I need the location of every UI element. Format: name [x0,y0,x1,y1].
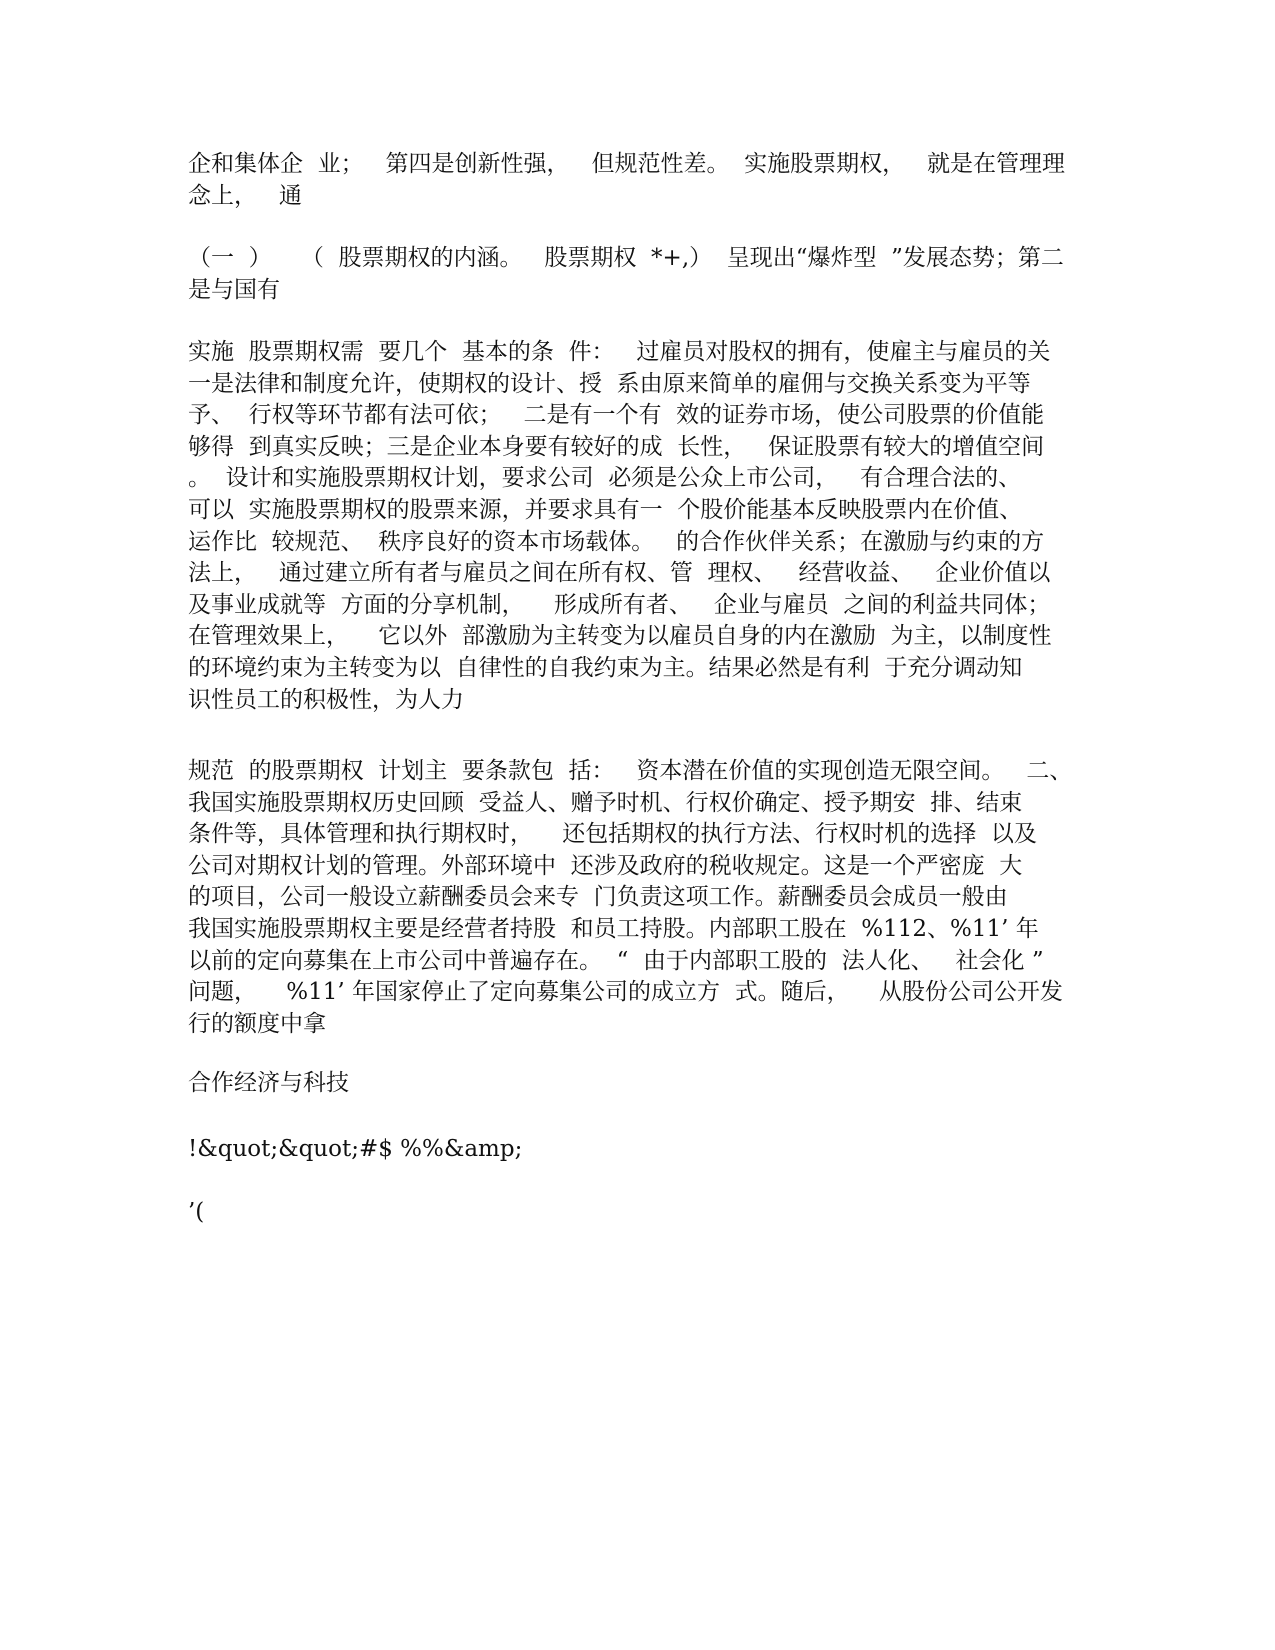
text-line: 可以 实施股票期权的股票来源，并要求具有一 个股价能基本反映股票内在价值、 [188,496,1023,523]
text-line: 在管理效果上， 它以外 部激励为主转变为以雇员自身的内在激励 为主，以制度性 [188,623,1052,650]
text-line: 法上， 通过建立所有者与雇员之间在所有权、管 理权、 经营收益、 企业价值以 [188,560,1051,587]
text-line: 一是法律和制度允许，使期权的设计、授 系由原来简单的雇佣与交换关系变为平等 [188,370,1031,397]
text-line: 我国实施股票期权主要是经营者持股 和员工持股。内部职工股在 %112、%11’ 年 [188,915,1039,942]
garbled-text-line [188,1134,1088,1166]
garbled-text-fragment [188,1197,1088,1229]
text-line: 够得 到真实反映；三是企业本身要有较好的成 长性， 保证股票有较大的增值空间 [188,433,1045,460]
journal-name [188,1068,1088,1100]
paragraph-2 [188,243,1088,306]
text-line: 企和集体企 业； 第四是创新性强， 但规范性差。 实施股票期权， 就是在管理理 [188,151,1066,177]
text-line: 的环境约束为主转变为以 自律性的自我约束为主。结果必然是有利 于充分调动知 [188,654,1023,681]
text-line: 及事业成就等 方面的分享机制， 形成所有者、 企业与雇员 之间的利益共同体； [188,591,1051,618]
paragraph-3 [188,337,1088,716]
text-line: 公司对期权计划的管理。外部环境中 还涉及政府的税收规定。这是一个严密庞 大 [188,852,1023,879]
text-line: 。 设计和实施股票期权计划，要求公司 必须是公众上市公司， 有合理合法的、 [188,465,1022,492]
text-line: 识性员工的积极性，为人力 [188,686,464,713]
text-line: 行的额度中拿 [188,1010,326,1037]
text-line: !&quot;&quot;#$ %%&amp; [188,1136,523,1162]
text-line: 规范 的股票期权 计划主 要条款包 括： 资本潜在价值的实现创造无限空间。 二、 [188,758,1073,784]
text-line: 条件等，具体管理和执行期权时， 还包括期权的执行方法、行权时机的选择 以及 [188,821,1037,848]
text-line: 念上， 通 [188,182,302,209]
text-line: ’( [188,1199,205,1225]
text-line: （一 ） （ 股票期权的内涵。 股票期权 *+,） 呈现出“爆炸型 ”发展态势；第二 [188,245,1064,271]
text-line: 我国实施股票期权历史回顾 受益人、赠予时机、行权价确定、授予期安 排、结束 [188,789,1023,816]
text-line: 的项目，公司一般设立薪酬委员会来专 门负责这项工作。薪酬委员会成员一般由 [188,884,1008,911]
text-line: 予、 行权等环节都有法可依； 二是有一个有 效的证券市场，使公司股票的价值能 [188,402,1045,429]
text-line: 是与国有 [188,276,280,303]
paragraph-1 [188,149,1088,212]
text-line: 问题， %11’ 年国家停止了定向募集公司的成立方 式。随后， 从股份公司公开发 [188,979,1063,1006]
text-line: 以前的定向募集在上市公司中普遍存在。 “ 由于内部职工股的 法人化、 社会化 ” [188,947,1044,974]
paragraph-4 [188,756,1088,1040]
text-line: 运作比 较规范、 秩序良好的资本市场载体。 的合作伙伴关系；在激励与约束的方 [188,528,1045,555]
text-line: 实施 股票期权需 要几个 基本的条 件： 过雇员对股权的拥有，使雇主与雇员的关 [188,339,1051,365]
text-line: 合作经济与科技 [188,1070,349,1096]
